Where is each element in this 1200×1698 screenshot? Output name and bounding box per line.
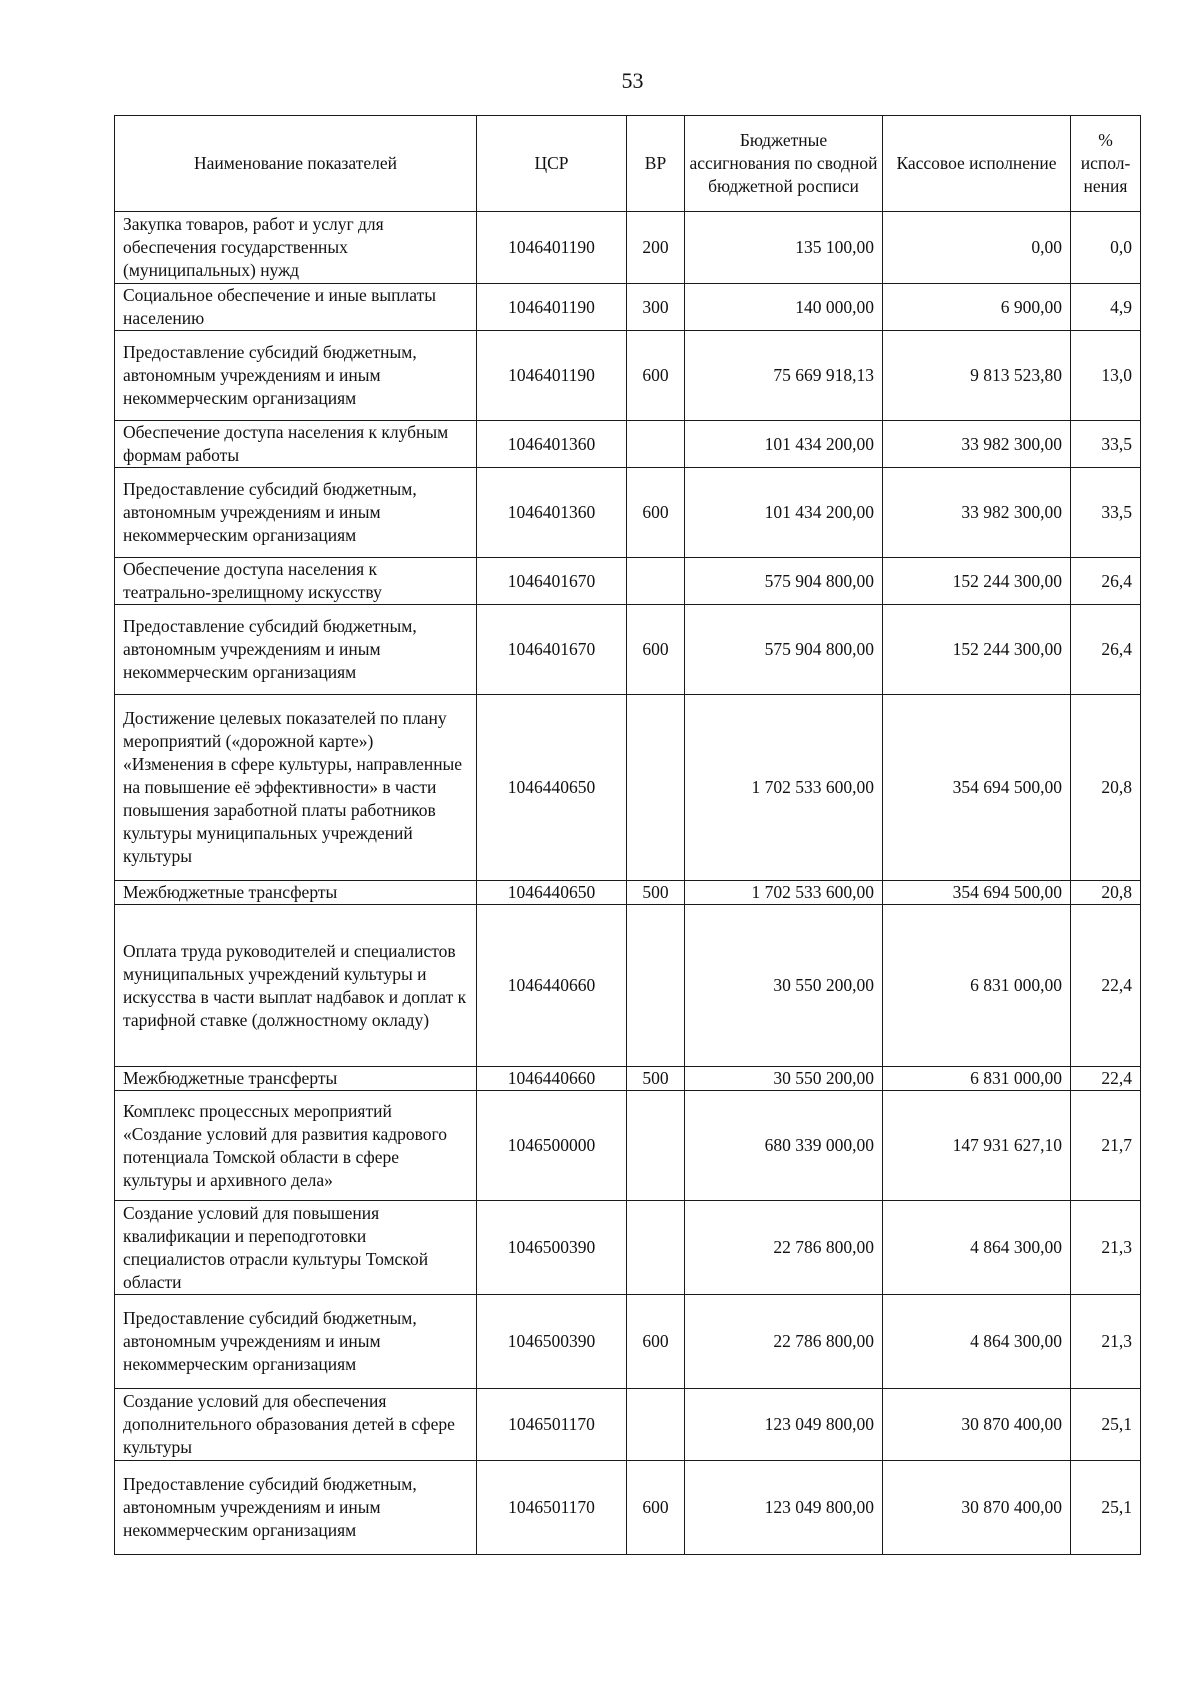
table-row	[115, 881, 1141, 905]
cell-budget-allocations: 680 339 000,00	[685, 1091, 883, 1201]
cell-indicator-name: Создание условий для обеспечения дополнительного образования детей в сфере культуры	[115, 1389, 477, 1461]
cell-csr: 1046500390	[477, 1201, 627, 1295]
cell-cash-execution: 33 982 300,00	[883, 421, 1071, 468]
header-indicator-name: Наименование показателей	[115, 116, 477, 212]
cell-cash-execution: 6 831 000,00	[883, 1067, 1071, 1091]
cell-budget-allocations: 22 786 800,00	[685, 1201, 883, 1295]
cell-cash-execution: 6 831 000,00	[883, 905, 1071, 1067]
cell-cash-execution: 33 982 300,00	[883, 468, 1071, 558]
budget-execution-table	[114, 115, 1141, 1555]
table-row	[115, 284, 1141, 331]
cell-csr: 1046501170	[477, 1389, 627, 1461]
cell-vr: 600	[627, 468, 685, 558]
cell-csr: 1046401190	[477, 212, 627, 284]
table-row	[115, 1091, 1141, 1201]
table-row	[115, 212, 1141, 284]
cell-vr	[627, 695, 685, 881]
cell-indicator-name: Комплекс процессных мероприятий «Создание условий для развития кадрового потенциала Томской области в сфере культуры и архивного дела»	[115, 1091, 477, 1201]
table-row	[115, 1389, 1141, 1461]
header-vr: ВР	[627, 116, 685, 212]
cell-budget-allocations: 140 000,00	[685, 284, 883, 331]
cell-execution-percent: 33,5	[1071, 468, 1141, 558]
header-cash-execution: Кассовое исполнение	[883, 116, 1071, 212]
cell-cash-execution: 4 864 300,00	[883, 1201, 1071, 1295]
cell-indicator-name: Закупка товаров, работ и услуг для обеспечения государственных (муниципальных) нужд	[115, 212, 477, 284]
cell-budget-allocations: 1 702 533 600,00	[685, 695, 883, 881]
cell-vr: 500	[627, 881, 685, 905]
cell-vr: 300	[627, 284, 685, 331]
cell-csr: 1046500000	[477, 1091, 627, 1201]
cell-execution-percent: 25,1	[1071, 1461, 1141, 1555]
cell-csr: 1046501170	[477, 1461, 627, 1555]
cell-vr	[627, 905, 685, 1067]
cell-budget-allocations: 30 550 200,00	[685, 905, 883, 1067]
table-row	[115, 695, 1141, 881]
cell-indicator-name: Оплата труда руководителей и специалистов муниципальных учреждений культуры и искусства в части выплат надбавок и доплат к тарифной ставке (должностному окладу)	[115, 905, 477, 1067]
cell-indicator-name: Предоставление субсидий бюджетным, автономным учреждениям и иным некоммерческим организациям	[115, 468, 477, 558]
table-body	[115, 212, 1141, 1555]
cell-cash-execution: 0,00	[883, 212, 1071, 284]
cell-csr: 1046401670	[477, 558, 627, 605]
cell-vr: 600	[627, 1295, 685, 1389]
cell-budget-allocations: 575 904 800,00	[685, 558, 883, 605]
cell-cash-execution: 9 813 523,80	[883, 331, 1071, 421]
cell-budget-allocations: 22 786 800,00	[685, 1295, 883, 1389]
cell-indicator-name: Предоставление субсидий бюджетным, автономным учреждениям и иным некоммерческим организациям	[115, 605, 477, 695]
cell-indicator-name: Создание условий для повышения квалификации и переподготовки специалистов отрасли культуры Томской области	[115, 1201, 477, 1295]
cell-budget-allocations: 101 434 200,00	[685, 421, 883, 468]
cell-execution-percent: 21,3	[1071, 1201, 1141, 1295]
cell-budget-allocations: 101 434 200,00	[685, 468, 883, 558]
cell-vr: 600	[627, 1461, 685, 1555]
cell-cash-execution: 354 694 500,00	[883, 695, 1071, 881]
cell-csr: 1046440650	[477, 881, 627, 905]
cell-cash-execution: 6 900,00	[883, 284, 1071, 331]
table-header-row	[115, 116, 1141, 212]
cell-budget-allocations: 135 100,00	[685, 212, 883, 284]
header-budget-allocations: Бюджетные ассигнования по сводной бюджетной росписи	[685, 116, 883, 212]
cell-vr	[627, 1091, 685, 1201]
table-row	[115, 558, 1141, 605]
cell-cash-execution: 152 244 300,00	[883, 558, 1071, 605]
cell-indicator-name: Предоставление субсидий бюджетным, автономным учреждениям и иным некоммерческим организациям	[115, 331, 477, 421]
table-row	[115, 1461, 1141, 1555]
cell-execution-percent: 26,4	[1071, 605, 1141, 695]
cell-csr: 1046440650	[477, 695, 627, 881]
cell-vr: 500	[627, 1067, 685, 1091]
cell-vr: 600	[627, 605, 685, 695]
cell-execution-percent: 13,0	[1071, 331, 1141, 421]
cell-indicator-name: Обеспечение доступа населения к театрально-зрелищному искусству	[115, 558, 477, 605]
cell-budget-allocations: 123 049 800,00	[685, 1461, 883, 1555]
cell-vr: 200	[627, 212, 685, 284]
cell-indicator-name: Межбюджетные трансферты	[115, 1067, 477, 1091]
cell-csr: 1046440660	[477, 1067, 627, 1091]
cell-execution-percent: 20,8	[1071, 881, 1141, 905]
cell-cash-execution: 30 870 400,00	[883, 1389, 1071, 1461]
cell-indicator-name: Предоставление субсидий бюджетным, автономным учреждениям и иным некоммерческим организациям	[115, 1461, 477, 1555]
table-row	[115, 1067, 1141, 1091]
table-row	[115, 331, 1141, 421]
table-row	[115, 605, 1141, 695]
cell-vr	[627, 1201, 685, 1295]
cell-vr	[627, 1389, 685, 1461]
cell-execution-percent: 22,4	[1071, 1067, 1141, 1091]
cell-cash-execution: 4 864 300,00	[883, 1295, 1071, 1389]
cell-execution-percent: 21,7	[1071, 1091, 1141, 1201]
cell-budget-allocations: 575 904 800,00	[685, 605, 883, 695]
cell-execution-percent: 21,3	[1071, 1295, 1141, 1389]
cell-execution-percent: 25,1	[1071, 1389, 1141, 1461]
cell-csr: 1046401670	[477, 605, 627, 695]
cell-vr: 600	[627, 331, 685, 421]
cell-indicator-name: Социальное обеспечение и иные выплаты населению	[115, 284, 477, 331]
cell-csr: 1046401360	[477, 468, 627, 558]
cell-csr: 1046401190	[477, 284, 627, 331]
table-row	[115, 421, 1141, 468]
cell-execution-percent: 20,8	[1071, 695, 1141, 881]
table-row	[115, 1295, 1141, 1389]
table-row	[115, 1201, 1141, 1295]
cell-execution-percent: 22,4	[1071, 905, 1141, 1067]
cell-budget-allocations: 75 669 918,13	[685, 331, 883, 421]
cell-execution-percent: 33,5	[1071, 421, 1141, 468]
cell-budget-allocations: 30 550 200,00	[685, 1067, 883, 1091]
cell-indicator-name: Обеспечение доступа населения к клубным формам работы	[115, 421, 477, 468]
cell-budget-allocations: 123 049 800,00	[685, 1389, 883, 1461]
cell-budget-allocations: 1 702 533 600,00	[685, 881, 883, 905]
cell-indicator-name: Межбюджетные трансферты	[115, 881, 477, 905]
table-row	[115, 905, 1141, 1067]
table-row	[115, 468, 1141, 558]
cell-vr	[627, 421, 685, 468]
cell-execution-percent: 26,4	[1071, 558, 1141, 605]
page-number: 53	[621, 68, 644, 93]
cell-cash-execution: 152 244 300,00	[883, 605, 1071, 695]
cell-indicator-name: Предоставление субсидий бюджетным, автономным учреждениям и иным некоммерческим организациям	[115, 1295, 477, 1389]
cell-csr: 1046440660	[477, 905, 627, 1067]
header-execution-percent: % испол-нения	[1071, 116, 1141, 212]
cell-execution-percent: 0,0	[1071, 212, 1141, 284]
cell-cash-execution: 30 870 400,00	[883, 1461, 1071, 1555]
cell-csr: 1046500390	[477, 1295, 627, 1389]
cell-vr	[627, 558, 685, 605]
cell-csr: 1046401360	[477, 421, 627, 468]
cell-cash-execution: 354 694 500,00	[883, 881, 1071, 905]
cell-indicator-name: Достижение целевых показателей по плану мероприятий («дорожной карте») «Изменения в сфере культуры, направленные на повышение её эффективности» в части повышения заработной платы работников культуры муниципальных учреждений культуры	[115, 695, 477, 881]
cell-execution-percent: 4,9	[1071, 284, 1141, 331]
cell-cash-execution: 147 931 627,10	[883, 1091, 1071, 1201]
cell-csr: 1046401190	[477, 331, 627, 421]
header-csr: ЦСР	[477, 116, 627, 212]
